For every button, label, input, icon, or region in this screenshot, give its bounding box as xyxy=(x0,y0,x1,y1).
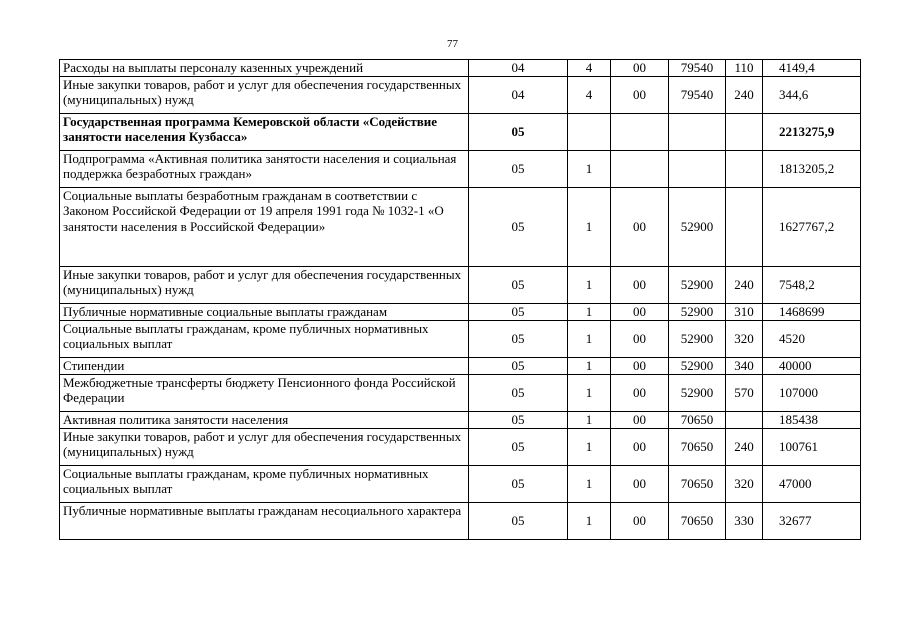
direction-code-cell xyxy=(669,113,726,150)
program-code-cell: 05 xyxy=(469,374,568,411)
event-code-cell xyxy=(611,113,669,150)
program-code-cell: 05 xyxy=(469,428,568,465)
expense-type-cell xyxy=(726,411,763,428)
item-name-cell: Публичные нормативные социальные выплаты гражданам xyxy=(60,303,469,320)
table-row xyxy=(60,465,861,502)
subprogram-code-cell: 1 xyxy=(568,150,611,187)
amount-cell: 40000 xyxy=(763,357,861,374)
table-row xyxy=(60,266,861,303)
amount-cell: 107000 xyxy=(763,374,861,411)
amount-cell: 2213275,9 xyxy=(763,113,861,150)
table-row xyxy=(60,411,861,428)
expense-type-cell: 320 xyxy=(726,465,763,502)
subprogram-code-cell: 1 xyxy=(568,374,611,411)
direction-code-cell: 52900 xyxy=(669,374,726,411)
amount-cell: 1813205,2 xyxy=(763,150,861,187)
program-code-cell: 05 xyxy=(469,502,568,539)
item-name-cell: Иные закупки товаров, работ и услуг для обеспечения государственных (муниципальных) нужд xyxy=(60,266,469,303)
expense-type-cell: 320 xyxy=(726,320,763,357)
event-code-cell: 00 xyxy=(611,76,669,113)
event-code-cell: 00 xyxy=(611,502,669,539)
direction-code-cell: 52900 xyxy=(669,320,726,357)
amount-cell: 1468699 xyxy=(763,303,861,320)
event-code-cell: 00 xyxy=(611,465,669,502)
expense-type-cell: 310 xyxy=(726,303,763,320)
program-code-cell: 04 xyxy=(469,60,568,77)
expense-type-cell xyxy=(726,187,763,266)
subprogram-code-cell: 1 xyxy=(568,428,611,465)
table-row xyxy=(60,502,861,539)
amount-cell: 47000 xyxy=(763,465,861,502)
table-row xyxy=(60,428,861,465)
expense-type-cell: 340 xyxy=(726,357,763,374)
direction-code-cell: 70650 xyxy=(669,411,726,428)
event-code-cell xyxy=(611,150,669,187)
program-code-cell: 05 xyxy=(469,113,568,150)
event-code-cell: 00 xyxy=(611,187,669,266)
direction-code-cell: 52900 xyxy=(669,266,726,303)
table-row xyxy=(60,60,861,77)
expense-type-cell xyxy=(726,150,763,187)
direction-code-cell: 52900 xyxy=(669,187,726,266)
event-code-cell: 00 xyxy=(611,266,669,303)
direction-code-cell: 70650 xyxy=(669,502,726,539)
direction-code-cell xyxy=(669,150,726,187)
page-number: 77 xyxy=(447,38,458,50)
subprogram-code-cell: 1 xyxy=(568,502,611,539)
table-row xyxy=(60,150,861,187)
subprogram-code-cell: 1 xyxy=(568,411,611,428)
direction-code-cell: 52900 xyxy=(669,303,726,320)
subprogram-code-cell: 1 xyxy=(568,266,611,303)
item-name-cell: Межбюджетные трансферты бюджету Пенсионного фонда Российской Федерации xyxy=(60,374,469,411)
subprogram-code-cell: 1 xyxy=(568,187,611,266)
amount-cell: 7548,2 xyxy=(763,266,861,303)
direction-code-cell: 70650 xyxy=(669,428,726,465)
amount-cell: 32677 xyxy=(763,502,861,539)
table-body xyxy=(60,60,861,540)
item-name-cell: Активная политика занятости населения xyxy=(60,411,469,428)
subprogram-code-cell: 4 xyxy=(568,76,611,113)
event-code-cell: 00 xyxy=(611,357,669,374)
subprogram-code-cell xyxy=(568,113,611,150)
direction-code-cell: 79540 xyxy=(669,76,726,113)
budget-table xyxy=(59,59,861,540)
program-code-cell: 05 xyxy=(469,411,568,428)
expense-type-cell: 240 xyxy=(726,76,763,113)
item-name-cell: Стипендии xyxy=(60,357,469,374)
table-row xyxy=(60,374,861,411)
item-name-cell: Подпрограмма «Активная политика занятости населения и социальная поддержка безработных граждан» xyxy=(60,150,469,187)
event-code-cell: 00 xyxy=(611,374,669,411)
amount-cell: 4520 xyxy=(763,320,861,357)
program-code-cell: 05 xyxy=(469,187,568,266)
expense-type-cell: 110 xyxy=(726,60,763,77)
direction-code-cell: 52900 xyxy=(669,357,726,374)
program-code-cell: 05 xyxy=(469,150,568,187)
amount-cell: 100761 xyxy=(763,428,861,465)
direction-code-cell: 79540 xyxy=(669,60,726,77)
item-name-cell: Социальные выплаты гражданам, кроме публичных нормативных социальных выплат xyxy=(60,320,469,357)
program-code-cell: 05 xyxy=(469,303,568,320)
table-row xyxy=(60,76,861,113)
table-row xyxy=(60,303,861,320)
item-name-cell: Расходы на выплаты персоналу казенных учреждений xyxy=(60,60,469,77)
subprogram-code-cell: 1 xyxy=(568,303,611,320)
event-code-cell: 00 xyxy=(611,428,669,465)
event-code-cell: 00 xyxy=(611,320,669,357)
amount-cell: 344,6 xyxy=(763,76,861,113)
expense-type-cell: 330 xyxy=(726,502,763,539)
expense-type-cell xyxy=(726,113,763,150)
program-code-cell: 05 xyxy=(469,465,568,502)
program-code-cell: 05 xyxy=(469,320,568,357)
subprogram-code-cell: 4 xyxy=(568,60,611,77)
amount-cell: 4149,4 xyxy=(763,60,861,77)
expense-type-cell: 240 xyxy=(726,266,763,303)
table-row xyxy=(60,357,861,374)
event-code-cell: 00 xyxy=(611,411,669,428)
item-name-cell: Государственная программа Кемеровской области «Содействие занятости населения Кузбасса» xyxy=(60,113,469,150)
subprogram-code-cell: 1 xyxy=(568,320,611,357)
expense-type-cell: 570 xyxy=(726,374,763,411)
item-name-cell: Иные закупки товаров, работ и услуг для обеспечения государственных (муниципальных) нужд xyxy=(60,76,469,113)
table-row xyxy=(60,187,861,266)
item-name-cell: Публичные нормативные выплаты гражданам несоциального характера xyxy=(60,502,469,539)
subprogram-code-cell: 1 xyxy=(568,465,611,502)
item-name-cell: Социальные выплаты гражданам, кроме публичных нормативных социальных выплат xyxy=(60,465,469,502)
table-row xyxy=(60,320,861,357)
table-row xyxy=(60,113,861,150)
event-code-cell: 00 xyxy=(611,303,669,320)
item-name-cell: Иные закупки товаров, работ и услуг для обеспечения государственных (муниципальных) нужд xyxy=(60,428,469,465)
amount-cell: 1627767,2 xyxy=(763,187,861,266)
subprogram-code-cell: 1 xyxy=(568,357,611,374)
amount-cell: 185438 xyxy=(763,411,861,428)
event-code-cell: 00 xyxy=(611,60,669,77)
expense-type-cell: 240 xyxy=(726,428,763,465)
item-name-cell: Социальные выплаты безработным гражданам в соответствии с Законом Российской Федерации от 19 апреля 1991 года № 1032-1 «О занятости населения в Российской Федерации» xyxy=(60,187,469,266)
program-code-cell: 05 xyxy=(469,357,568,374)
direction-code-cell: 70650 xyxy=(669,465,726,502)
program-code-cell: 05 xyxy=(469,266,568,303)
program-code-cell: 04 xyxy=(469,76,568,113)
